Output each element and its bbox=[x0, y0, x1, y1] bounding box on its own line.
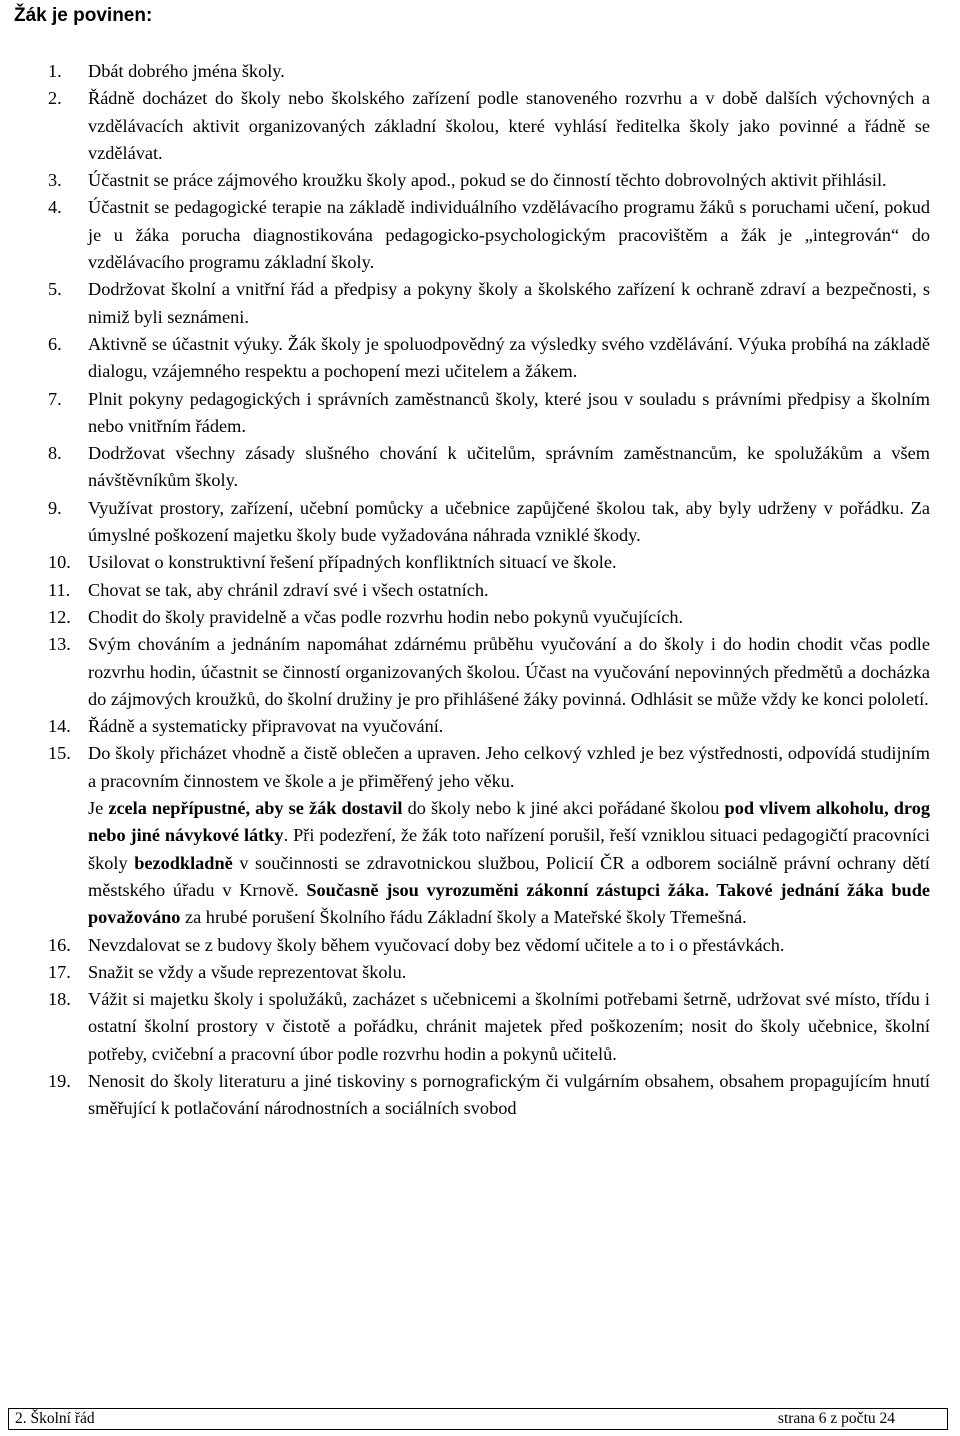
footer-page-number: strana 6 z počtu 24 bbox=[777, 1410, 895, 1427]
list-item bbox=[0, 85, 960, 167]
list-item-paragraph bbox=[88, 194, 930, 276]
list-item-number: 4. bbox=[48, 197, 62, 218]
list-item bbox=[0, 577, 960, 604]
list-item bbox=[0, 986, 960, 1068]
list-item-number: 17. bbox=[48, 961, 71, 982]
list-item bbox=[0, 631, 960, 713]
text: do školy nebo k jiné akci pořádané školou bbox=[402, 798, 725, 819]
text: Využívat prostory, zařízení, učební pomůcky a učebnice zapůjčené školou tak, aby byly udrženy v pořádku. Za úmyslné poškození majetku školy bude vyžadována náhrada vzniklé škody. bbox=[88, 497, 930, 546]
list-item bbox=[0, 740, 960, 931]
list-item-paragraph bbox=[88, 795, 930, 931]
list-item-paragraph bbox=[88, 631, 930, 713]
text: Chodit do školy pravidelně a včas podle rozvrhu hodin nebo pokynů vyučujících. bbox=[88, 606, 684, 627]
list-item bbox=[0, 959, 960, 986]
list-item-paragraph bbox=[88, 58, 930, 85]
list-item-number: 7. bbox=[48, 388, 62, 409]
list-item-paragraph bbox=[88, 986, 930, 1068]
list-item bbox=[0, 386, 960, 441]
text: Řádně docházet do školy nebo školského zařízení podle stanoveného rozvrhu a v době dalších výchovných a vzdělávacích aktivit organizovaných základní školou, které vyhlásí ředitelka školy jako povinné a řádně se vzdělávat. bbox=[88, 88, 930, 163]
text: Aktivně se účastnit výuky. Žák školy je spoluodpovědný za výsledky svého vzdělávání. Výuka probíhá na základě dialogu, vzájemného respektu a pochopení mezi učitelem a žákem. bbox=[88, 333, 930, 382]
list-item-paragraph bbox=[88, 276, 930, 331]
text: Dbát dobrého jména školy. bbox=[88, 61, 285, 81]
list-item-paragraph bbox=[88, 167, 930, 194]
bold-text: pod vlivem alkoholu, drog nebo jiné návykové látky bbox=[88, 798, 930, 846]
list-item-paragraph bbox=[88, 713, 930, 740]
text: Dodržovat všechny zásady slušného chování k učitelům, správním zaměstnancům, ke spolužákům a všem návštěvníkům školy. bbox=[88, 443, 930, 491]
text: Je bbox=[88, 798, 109, 819]
list-item-number: 19. bbox=[48, 1070, 71, 1091]
list-item-number: 11. bbox=[48, 579, 71, 600]
text: v součinnosti se zdravotnickou službou, Policií ČR a odborem sociálně právní ochrany dětí městského úřadu v Krnově. bbox=[88, 852, 931, 900]
text: Vážit si majetku školy i spolužáků, zacházet s učebnicemi a školními potřebami šetrně, udržovat své místo, třídu i ostatní školní prostory v čistotě a pořádku, chránit majetek před poškozením; nosit do školy učebnice, školní potřeby, cvičební a pracovní úbor podle rozvrhu hodin a pokynů učitelů. bbox=[88, 989, 930, 1064]
list-item-paragraph bbox=[88, 740, 930, 795]
list-item-number: 15. bbox=[48, 743, 71, 764]
list-item-paragraph bbox=[88, 85, 930, 167]
text: Účastnit se pedagogické terapie na základě individuálního vzdělávacího programu žáků s poruchami učení, pokud je u žáka porucha diagnostikována pedagogicko-psychologickým pracovištěm a žák je „integrován“ do vzdělávacího programu základní školy. bbox=[88, 197, 930, 273]
list-item bbox=[0, 1068, 960, 1123]
list-item-paragraph bbox=[88, 386, 930, 441]
list-item bbox=[0, 932, 960, 959]
bold-text: Současně jsou vyrozuměni zákonní zástupci žáka. Takové jednání žáka bude považováno bbox=[88, 879, 930, 928]
text: Plnit pokyny pedagogických i správních zaměstnanců školy, které jsou v souladu s právními předpisy a školním nebo vnitřním řádem. bbox=[88, 388, 930, 436]
list-item-number: 14. bbox=[48, 716, 71, 737]
list-item bbox=[0, 331, 960, 386]
list-item-number: 9. bbox=[48, 497, 62, 518]
list-item-number: 6. bbox=[48, 333, 62, 354]
text: Dodržovat školní a vnitřní řád a předpisy a pokyny školy a školského zařízení k ochraně zdraví a bezpečnosti, s nimiž byli seznámeni. bbox=[88, 279, 930, 327]
section-heading: Žák je povinen: bbox=[14, 5, 153, 26]
list-item-paragraph bbox=[88, 604, 930, 631]
list-item-paragraph bbox=[88, 440, 930, 495]
list-item-paragraph bbox=[88, 932, 930, 959]
list-item bbox=[0, 713, 960, 740]
text: Nenosit do školy literaturu a jiné tiskoviny s pornografickým či vulgárním obsahem, obsahem propagujícím hnutí směřující k potlačování národnostních a sociálních svobod bbox=[88, 1070, 930, 1119]
footer-section-title: 2. Školní řád bbox=[15, 1410, 95, 1427]
text: za hrubé porušení Školního řádu Základní školy a Mateřské školy Třemešná. bbox=[180, 907, 747, 928]
text: Svým chováním a jednáním napomáhat zdárnému průběhu vyučování a do školy i do hodin chodit včas podle rozvrhu hodin, účastnit se činností organizovaných školou. Účast na vyučování nepovinných předmětů a docházka do zájmových kroužků, do školní družiny je pro přihlášené žáky povinná. Odhlásit se může vždy ke konci pololetí. bbox=[88, 634, 930, 709]
list-item bbox=[0, 167, 960, 194]
list-item-paragraph bbox=[88, 959, 930, 986]
list-item-number: 8. bbox=[48, 443, 62, 464]
list-item-number: 13. bbox=[48, 634, 71, 655]
list-item bbox=[0, 276, 960, 331]
list-item-paragraph bbox=[88, 577, 930, 604]
list-item bbox=[0, 604, 960, 631]
list-item-paragraph bbox=[88, 331, 930, 386]
page-footer bbox=[8, 1408, 948, 1430]
text: Usilovat o konstruktivní řešení případných konfliktních situací ve škole. bbox=[88, 552, 617, 573]
duties-list bbox=[0, 58, 960, 1123]
text: Do školy přicházet vhodně a čistě oblečen a upraven. Jeho celkový vzhled je bez výstřednosti, odpovídá studijním a pracovním činnostem ve škole a je přiměřený jeho věku. bbox=[88, 743, 930, 791]
list-item-number: 3. bbox=[48, 170, 62, 191]
bold-text: zcela nepřípustné, aby se žák dostavil bbox=[108, 798, 403, 819]
list-item bbox=[0, 440, 960, 495]
list-item bbox=[0, 549, 960, 576]
list-item-number: 18. bbox=[48, 989, 71, 1010]
list-item-paragraph bbox=[88, 549, 930, 576]
text: Nevzdalovat se z budovy školy během vyučovací doby bez vědomí učitele a to i o přestávkách. bbox=[88, 934, 785, 955]
text: . Při podezření, že žák toto nařízení porušil, řeší vzniklou situaci pedagogičtí pracovníci školy bbox=[88, 825, 930, 873]
list-item bbox=[0, 58, 960, 85]
list-item-number: 5. bbox=[48, 279, 62, 300]
bold-text: bezodkladně bbox=[134, 852, 233, 873]
text: Účastnit se práce zájmového kroužku školy apod., pokud se do činností těchto dobrovolných aktivit přihlásil. bbox=[88, 170, 887, 191]
list-item-number: 1. bbox=[48, 61, 62, 81]
list-item-number: 12. bbox=[48, 606, 71, 627]
list-item bbox=[0, 194, 960, 276]
text: Řádně a systematicky připravovat na vyučování. bbox=[88, 716, 444, 737]
list-item-number: 10. bbox=[48, 552, 71, 573]
list-item-paragraph bbox=[88, 495, 930, 550]
list-item bbox=[0, 495, 960, 550]
list-item-number: 2. bbox=[48, 88, 62, 109]
list-item-paragraph bbox=[88, 1068, 930, 1123]
text: Snažit se vždy a všude reprezentovat školu. bbox=[88, 961, 407, 982]
list-item-number: 16. bbox=[48, 934, 71, 955]
text: Chovat se tak, aby chránil zdraví své i všech ostatních. bbox=[88, 579, 489, 600]
